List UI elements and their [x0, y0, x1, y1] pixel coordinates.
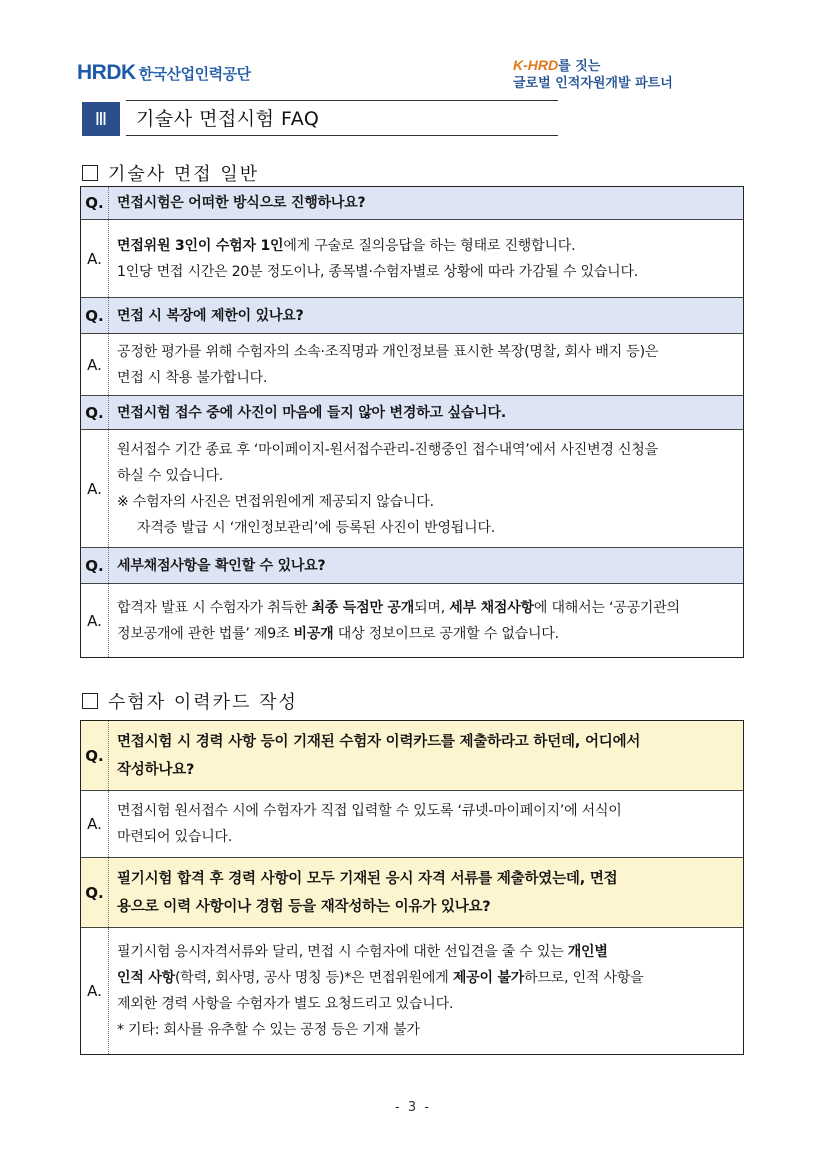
faq-question-row [81, 721, 743, 791]
question-text: 면접시험은 어떠한 방식으로 진행하나요? [117, 195, 366, 211]
faq-answer-row [81, 791, 743, 858]
slogan-line1: 를 짓는 [558, 59, 601, 74]
answer-bold: 비공개 [293, 625, 334, 642]
faq-question-row [81, 298, 743, 334]
slogan-line2: 글로벌 인적자원개발 파트너 [513, 76, 673, 91]
subsection-title: 수험자 이력카드 작성 [108, 692, 298, 713]
section-title: 기술사 면접시험 FAQ [136, 108, 320, 130]
answer-segment: 에 대해서는 ‘공공기관의 [533, 599, 680, 616]
answer-text [109, 928, 743, 1054]
q-label: Q. [81, 721, 109, 790]
section-bottom-rule [126, 135, 558, 136]
slogan-logo [513, 58, 733, 92]
a-label: A. [81, 220, 109, 297]
faq-answer-row [81, 334, 743, 396]
answer-note: ※ 수험자의 사진은 면접위원에게 제공되지 않습니다. [117, 493, 434, 510]
answer-text [109, 220, 743, 297]
hrdk-logo [77, 61, 251, 85]
answer-segment: 대상 정보이므로 공개할 수 없습니다. [333, 625, 559, 642]
answer-line: 제외한 경력 사항을 수험자가 별도 요청드리고 있습니다. [117, 996, 454, 1012]
slogan-brand: K-HRD [513, 57, 559, 73]
question-text: 면접시험 접수 중에 사진이 마음에 들지 않아 변경하고 싶습니다. [117, 404, 506, 421]
faq-question-row [81, 858, 743, 928]
faq-answer-row [81, 430, 743, 548]
a-label: A. [81, 584, 109, 657]
question-line: 면접시험 시 경력 사항 등이 기재된 수험자 이력카드를 제출하라고 하던데, 어디에서 [117, 733, 641, 750]
checkbox-square-icon [82, 165, 98, 181]
q-label: Q. [81, 298, 109, 333]
answer-text [109, 334, 743, 395]
subsection-title: 기술사 면접 일반 [108, 164, 260, 185]
answer-line: 면접시험 원서접수 시에 수험자가 직접 입력할 수 있도록 ‘큐넷-마이페이지’에 서식이 [117, 803, 622, 819]
answer-text [109, 430, 743, 547]
question-line: 용으로 이력 사항이나 경험 등을 재작성하는 이유가 있나요? [117, 898, 491, 915]
section-number: Ⅲ [82, 102, 120, 136]
answer-note: * 기타: 회사를 유추할 수 있는 공정 등은 기재 불가 [117, 1022, 420, 1038]
question-line: 작성하나요? [117, 761, 195, 778]
answer-bold: 개인별 [567, 944, 608, 960]
checkbox-square-icon [82, 693, 98, 709]
faq-table-history-card [80, 720, 744, 1055]
faq-question-row [81, 396, 743, 430]
answer-bold: 면접위원 3인이 수험자 1인 [117, 237, 284, 254]
q-label: Q. [81, 187, 109, 219]
question-text [109, 858, 743, 927]
a-label: A. [81, 430, 109, 547]
answer-line: 하실 수 있습니다. [117, 467, 224, 484]
answer-bold: 최종 득점만 공개 [311, 599, 415, 616]
answer-segment: 필기시험 응시자격서류와 달리, 면접 시 수험자에 대한 선입견을 줄 수 있는 [117, 944, 568, 960]
q-label: Q. [81, 548, 109, 583]
q-label: Q. [81, 858, 109, 927]
section-top-rule [126, 100, 558, 101]
question-text: 세부채점사항을 확인할 수 있나요? [117, 557, 326, 574]
faq-question-row [81, 548, 743, 584]
answer-segment: 되며, [414, 599, 450, 616]
a-label: A. [81, 334, 109, 395]
faq-question-row [81, 187, 743, 220]
faq-table-general [80, 186, 744, 658]
answer-segment: 정보공개에 관한 법률’ 제9조 [117, 625, 294, 642]
answer-line: 공정한 평가를 위해 수험자의 소속·조직명과 개인정보를 표시한 복장(명찰, 회사 배지 등)은 [117, 343, 659, 360]
answer-line: 면접 시 착용 불가합니다. [117, 369, 268, 386]
subsection-heading [82, 688, 298, 714]
question-line: 필기시험 합격 후 경력 사항이 모두 기재된 응시 자격 서류를 제출하였는데, 면접 [117, 870, 618, 887]
answer-line: 에게 구술로 질의응답을 하는 형태로 진행합니다. [283, 237, 576, 254]
answer-segment: (학력, 회사명, 공사 명칭 등)*은 면접위원에게 [174, 970, 453, 986]
answer-text [109, 584, 743, 657]
answer-bold: 제공이 불가 [452, 970, 525, 986]
answer-text [109, 791, 743, 857]
question-text: 면접 시 복장에 제한이 있나요? [117, 307, 304, 324]
q-label: Q. [81, 396, 109, 429]
org-name: 한국산업인력공단 [138, 64, 251, 83]
page-number: - 3 - [395, 1100, 431, 1115]
faq-answer-row [81, 928, 743, 1054]
hrdk-logo-mark: HRDK [77, 61, 136, 84]
answer-line: 원서접수 기간 종료 후 ‘마이페이지-원서접수관리-진행중인 접수내역’에서 사진변경 신청을 [117, 441, 658, 458]
question-text [109, 721, 743, 790]
answer-segment: 하므로, 인적 사항을 [524, 970, 644, 986]
answer-bold: 인적 사항 [117, 970, 175, 986]
faq-answer-row [81, 220, 743, 298]
subsection-heading [82, 160, 259, 186]
faq-answer-row [81, 584, 743, 657]
answer-line: 1인당 면접 시간은 20분 정도이나, 종목별·수험자별로 상황에 따라 가감될 수 있습니다. [117, 263, 639, 280]
answer-note-indent: 자격증 발급 시 ‘개인정보관리’에 등록된 사진이 반영됩니다. [137, 519, 496, 536]
answer-bold: 세부 채점사항 [449, 599, 534, 616]
answer-line: 마련되어 있습니다. [117, 829, 233, 845]
answer-segment: 합격자 발표 시 수험자가 취득한 [117, 599, 312, 616]
a-label: A. [81, 791, 109, 857]
a-label: A. [81, 928, 109, 1054]
